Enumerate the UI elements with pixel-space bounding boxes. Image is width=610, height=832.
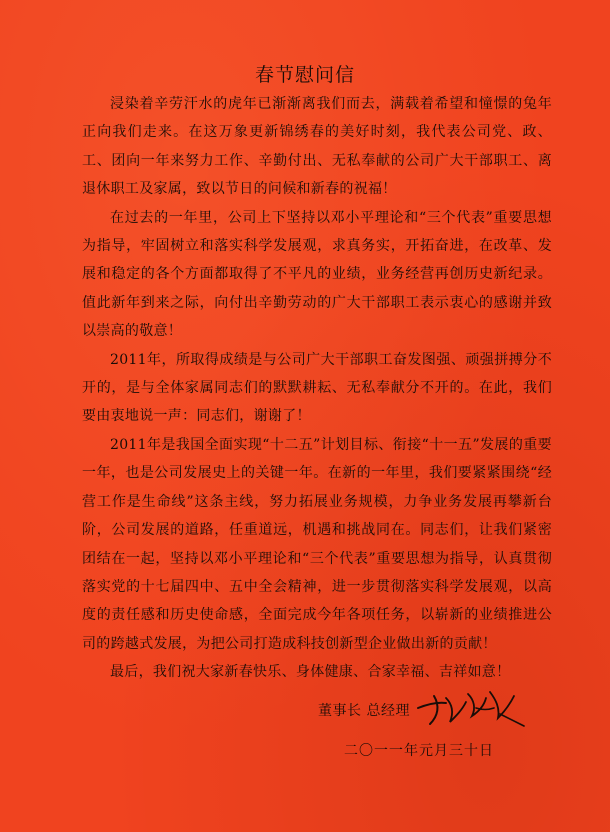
paragraph-5: 最后，我们祝大家新春快乐、身体健康、合家幸福、吉祥如意！ [110, 664, 511, 681]
letter-date: 二〇一一年元月三十日 [344, 743, 494, 759]
paragraph-1: 浸染着辛劳汗水的虎年已渐渐离我们而去，满载着希望和憧憬的兔年正向我们走来。在这万象更新锦绣春的美好时刻，我代表公司党、政、工、团向一年来努力工作、辛勤付出、无私奉献的公司广大干部职工、离退休职工及家属，致以节日的问候和新春的祝福！ [82, 96, 552, 198]
paragraph-3: 2011年，所取得成绩是与公司广大干部职工奋发图强、顽强拼搏分不开的，是与全体家属同志们的默默耕耘、无私奉献分不开的。在此，我们要由衷地说一声：同志们，谢谢了！ [82, 351, 552, 425]
signature-block [0, 700, 610, 800]
signer-titles: 董事长 总经理 [318, 703, 410, 719]
handwritten-signature [416, 686, 526, 730]
letter-body [82, 90, 552, 687]
letter-title: 春节慰问信 [254, 64, 355, 86]
paragraph-2: 在过去的一年里，公司上下坚持以邓小平理论和“三个代表”重要思想为指导，牢固树立和落实科学发展观，求真务实，开拓奋进，在改革、发展和稳定的各个方面都取得了不平凡的业绩，业务经营再创历史新纪录。值此新年到来之际，向付出辛勤劳动的广大干部职工表示衷心的感谢并致以崇高的敬意！ [82, 209, 552, 340]
paragraph-4: 2011年是我国全面实现“十二五”计划目标、衔接“十一五”发展的重要一年，也是公司发展史上的关键一年。在新的一年里，我们要紧紧围绕“经营工作是生命线”这条主线，努力拓展业务规模，力争业务发展再攀新台阶，公司发展的道路，任重道远，机遇和挑战同在。同志们，让我们紧密团结在一起，坚持以邓小平理论和“三个代表”重要思想为指导，认真贯彻落实党的十七届四中、五中全会精神，进一步贯彻落实科学发展观，以高度的责任感和历史使命感，全面完成今年各项任务，以崭新的业绩推进公司的跨越式发展，为把公司打造成科技创新型企业做出新的贡献！ [82, 436, 552, 652]
